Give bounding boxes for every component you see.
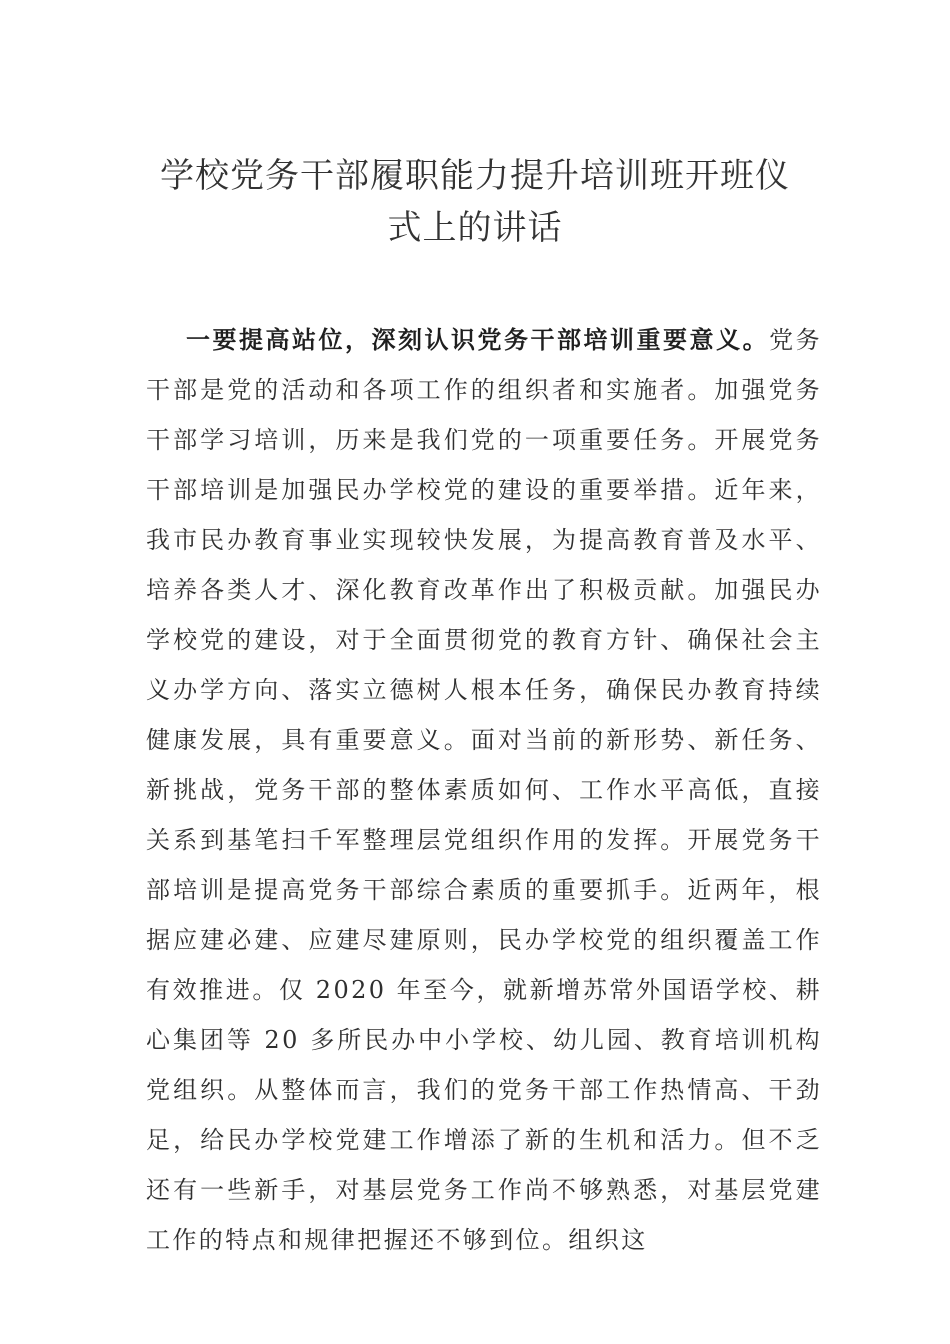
title-line-2: 式上的讲话 <box>387 208 563 248</box>
paragraph-body-text: 党务干部是党的活动和各项工作的组织者和实施者。加强党务干部学习培训，历来是我们党的一项重要任务。开展党务干部培训是加强民办学校党的建设的重要举措。近年来，我市民办教育事业实现较快发展，为提高教育普及水平、培养各类人才、深化教育改革作出了积极贡献。加强民办学校党的建设，对于全面贯彻党的教育方针、确保社会主义办学方向、落实立德树人根本任务，确保民办教育持续健康发展，具有重要意义。面对当前的新形势、新任务、新挑战，党务干部的整体素质如何、工作水平高低，直接关系到基笔扫千军整理层党组织作用的发挥。开展党务干部培训是提高党务干部综合素质的重要抓手。近两年，根据应建必建、应建尽建原则，民办学校党的组织覆盖工作有效推进。仅 2020 年至今，就新增苏常外国语学校、耕心集团等 20 多所民办中小学校、幼儿园、教育培训机构党组织。从整体而言，我们的党务干部工作热情高、干劲足，给民办学校党建工作增添了新的生机和活力。但不乏还有一些新手，对基层党务工作尚不够熟悉，对基层党建工作的特点和规律把握还不够到位。组织这 <box>146 326 822 1254</box>
document-title <box>130 150 820 254</box>
title-line-1: 学校党务干部履职能力提升培训班开班仪 <box>160 156 790 196</box>
paragraph-lead-heading: 一要提高站位，深刻认识党务干部培训重要意义。 <box>186 325 770 354</box>
body-paragraph <box>146 315 822 1265</box>
